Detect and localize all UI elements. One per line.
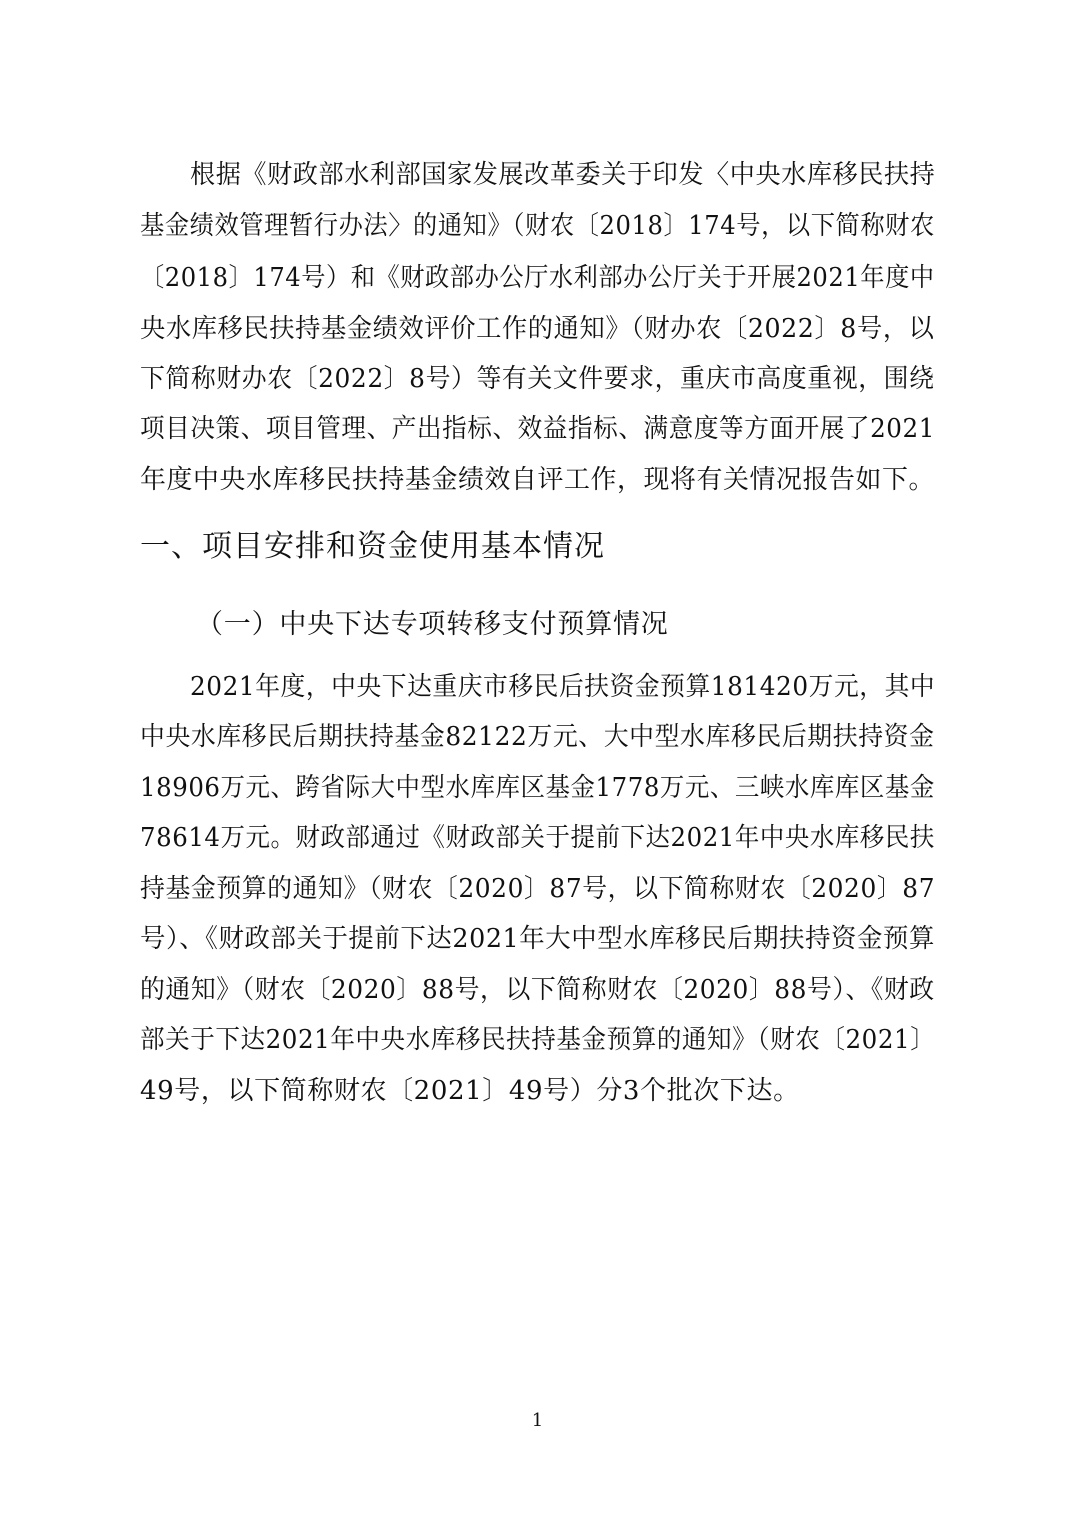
paragraph-line: 根据《财政部水利部国家发展改革委关于印发〈中央水库移民扶持 xyxy=(190,160,936,190)
paragraph-line: 号）、《财政部关于提前下达2021年大中型水库移民后期扶持资金预算 xyxy=(140,924,935,954)
subsection-heading: （一）中央下达专项转移支付预算情况 xyxy=(196,609,669,640)
paragraph-line: 2021年度，中央下达重庆市移民后扶资金预算181420万元，其中 xyxy=(190,672,936,702)
paragraph-line: 基金绩效管理暂行办法〉的通知》（财农〔2018〕174号，以下简称财农 xyxy=(140,211,935,241)
paragraph-line: 49号，以下简称财农〔2021〕49号）分3个批次下达。 xyxy=(140,1076,800,1106)
paragraph-line: 中央水库移民后期扶持基金82122万元、大中型水库移民后期扶持资金 xyxy=(140,722,935,752)
paragraph-line: 78614万元。财政部通过《财政部关于提前下达2021年中央水库移民扶 xyxy=(140,823,935,853)
paragraph-line: 项目决策、项目管理、产出指标、效益指标、满意度等方面开展了2021 xyxy=(140,414,935,444)
paragraph-line: 18906万元、跨省际大中型水库库区基金1778万元、三峡水库库区基金 xyxy=(140,773,935,803)
paragraph-line: 央水库移民扶持基金绩效评价工作的通知》（财办农〔2022〕8号，以 xyxy=(140,314,935,344)
paragraph-line: 部关于下达2021年中央水库移民扶持基金预算的通知》（财农〔2021〕 xyxy=(140,1025,936,1055)
section-heading: 一、项目安排和资金使用基本情况 xyxy=(140,529,605,564)
paragraph-line: 下简称财办农〔2022〕8号）等有关文件要求，重庆市高度重视，围绕 xyxy=(140,364,935,394)
paragraph-line: 年度中央水库移民扶持基金绩效自评工作，现将有关情况报告如下。 xyxy=(140,465,936,495)
paragraph-line: 持基金预算的通知》（财农〔2020〕87号，以下简称财农〔2020〕87 xyxy=(140,874,936,904)
paragraph-line: 的通知》（财农〔2020〕88号，以下简称财农〔2020〕88号）、《财政 xyxy=(140,975,935,1005)
paragraph-line: 〔2018〕174号）和《财政部办公厅水利部办公厅关于开展2021年度中 xyxy=(140,263,935,293)
page-number: 1 xyxy=(531,1410,544,1431)
